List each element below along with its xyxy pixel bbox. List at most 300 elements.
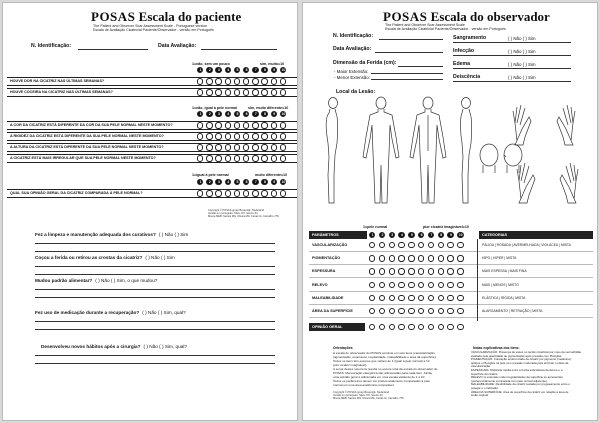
scale-number-circle	[280, 179, 286, 185]
observer-copyright: Copyright © POSAS groep Beverwijk, Nederland Versão em português: Silva JYF, Souza JN, Moura MEB, Santos MG, Moura MG, Farias IA, Carvalho JTS	[333, 391, 404, 400]
answer-circle[interactable]	[379, 268, 385, 274]
scale-number-circle	[369, 232, 375, 238]
observer-id-field[interactable]	[379, 39, 443, 40]
scale-number-circle	[271, 67, 277, 73]
observer-scale-page	[302, 2, 598, 421]
note-line: MALEABILIDADE: Flexibilidade da cicatriz testada por pregueamento entre o	[471, 382, 570, 387]
answer-circle[interactable]	[197, 122, 203, 128]
answer-circle[interactable]	[418, 324, 424, 330]
answer-circle[interactable]	[215, 190, 221, 196]
answer-circle[interactable]	[418, 308, 424, 314]
answer-circle[interactable]	[261, 144, 267, 150]
answer-circle[interactable]	[369, 295, 375, 301]
note-line: lesão original.	[471, 393, 489, 398]
answer-circle[interactable]	[206, 155, 212, 161]
scale-number-label: 10	[281, 112, 286, 116]
scale-number-label: 5	[236, 112, 239, 116]
answer-circle[interactable]	[215, 144, 221, 150]
answer-circle[interactable]	[252, 133, 258, 139]
answer-circle[interactable]	[408, 255, 414, 261]
answer-circle[interactable]	[447, 282, 453, 288]
answer-circle[interactable]	[418, 242, 424, 248]
scale-number-circle	[215, 67, 221, 73]
open-question	[35, 255, 175, 260]
orientation-line: Todos os parâmetros devem ser preferencialmente comparados à pele	[333, 379, 430, 383]
open-question-options[interactable]: ( ) Não ( ) Sim	[145, 255, 175, 260]
answer-circle[interactable]	[369, 255, 375, 261]
open-question-text: Fez a limpeza e manutenção adequada dos curativos?	[35, 232, 156, 237]
scale-number-circle	[280, 67, 286, 73]
scale-a-left: 1=não, sem um pouco	[192, 62, 230, 66]
answer-circle[interactable]	[206, 89, 212, 95]
open-question-options[interactable]: ( ) Não ( ) Sim, qual?	[142, 310, 186, 315]
answer-circle[interactable]	[457, 242, 463, 248]
answer-circle[interactable]	[438, 324, 444, 330]
observer-min-field[interactable]	[371, 79, 443, 80]
note-line: PIGMENTAÇÃO: Coloração amarronzada da cicatriz por pigmento (melanina);	[471, 357, 572, 362]
answer-circle[interactable]	[243, 89, 249, 95]
answer-circle[interactable]	[215, 155, 221, 161]
answer-circle[interactable]	[408, 268, 414, 274]
answer-circle[interactable]	[408, 282, 414, 288]
row-divider	[309, 264, 593, 265]
check-label: Sangramento	[453, 35, 487, 41]
open-question	[35, 310, 186, 315]
answer-circle[interactable]	[234, 190, 240, 196]
question-text: QUAL SUA OPINIÃO GERAL DA CICATRIZ COMPARADA À PELE NORMAL?	[10, 191, 143, 195]
answer-circle[interactable]	[271, 133, 277, 139]
answer-circle[interactable]	[398, 242, 404, 248]
check-underline	[453, 42, 571, 43]
open-question	[35, 232, 188, 237]
answer-circle[interactable]	[369, 268, 375, 274]
answer-circle[interactable]	[234, 78, 240, 84]
observer-dim-field[interactable]	[398, 66, 443, 67]
scale-number-circle	[215, 111, 221, 117]
answer-line[interactable]	[35, 355, 275, 356]
answer-line[interactable]	[35, 274, 275, 275]
check-options[interactable]: ( ) Não ( ) Sim	[508, 74, 536, 80]
param-categories[interactable]: HIPO | HIPER | MISTA	[482, 256, 517, 261]
scale-number-circle	[252, 179, 258, 185]
note-line: superfície da cicatriz.	[471, 371, 499, 376]
question-text: A ALTURA DA CICATRIZ ESTÁ DIFERENTE DA SUA PELE NORMAL NESTE MOMENTO?	[10, 145, 164, 149]
scale-number-label: 4	[227, 180, 230, 184]
answer-circle[interactable]	[408, 324, 414, 330]
answer-circle[interactable]	[261, 155, 267, 161]
scale-number-label: 6	[245, 112, 248, 116]
answer-circle[interactable]	[234, 133, 240, 139]
scale-number-circle	[252, 67, 258, 73]
check-underline	[453, 55, 571, 56]
categories-header-label: CATEGORIAS	[479, 231, 593, 239]
observer-scale-left: 1=pele normal	[363, 225, 388, 229]
answer-circle[interactable]	[398, 324, 404, 330]
scale-number-circle	[197, 67, 203, 73]
scale-number-label: 1	[199, 112, 202, 116]
answer-circle[interactable]	[447, 308, 453, 314]
scale-number-circle	[389, 232, 395, 238]
answer-circle[interactable]	[215, 89, 221, 95]
answer-line[interactable]	[35, 289, 275, 290]
answer-circle[interactable]	[447, 255, 453, 261]
answer-circle[interactable]	[225, 190, 231, 196]
answer-circle[interactable]	[197, 78, 203, 84]
answer-circle[interactable]	[252, 89, 258, 95]
answer-circle[interactable]	[457, 324, 463, 330]
answer-circle[interactable]	[197, 89, 203, 95]
observer-subtitle-pt: Escala de Avaliação Cicatricial Paciente/Observador - versão em Português	[385, 27, 506, 31]
answer-circle[interactable]	[215, 133, 221, 139]
answer-circle[interactable]	[457, 308, 463, 314]
answer-circle[interactable]	[225, 78, 231, 84]
answer-circle[interactable]	[243, 133, 249, 139]
scale-number-label: 7	[254, 180, 257, 184]
answer-circle[interactable]	[379, 308, 385, 314]
answer-circle[interactable]	[206, 122, 212, 128]
scale-number-label: 2	[381, 233, 384, 237]
answer-circle[interactable]	[234, 155, 240, 161]
answer-circle[interactable]	[252, 190, 258, 196]
answer-circle[interactable]	[447, 242, 453, 248]
answer-circle[interactable]	[408, 308, 414, 314]
answer-line[interactable]	[35, 363, 275, 364]
scale-number-circle	[261, 111, 267, 117]
scale-number-label: 9	[273, 180, 276, 184]
answer-circle[interactable]	[379, 242, 385, 248]
scale-number-label: 4	[227, 68, 230, 72]
answer-circle[interactable]	[271, 155, 277, 161]
answer-circle[interactable]	[438, 308, 444, 314]
answer-circle[interactable]	[252, 144, 258, 150]
answer-circle[interactable]	[261, 89, 267, 95]
scale-number-label: 9	[450, 233, 452, 237]
scale-number-circle	[243, 67, 249, 73]
scale-number-label: 1	[199, 180, 202, 184]
table-divider	[477, 239, 478, 321]
orientation-line: A escala do observador do POSAS consiste em seis itens (vascularização,	[333, 351, 436, 355]
answer-circle[interactable]	[398, 268, 404, 274]
orientation-line: uma opinião geral é adicionada em uma escala variando de 1 a 10.	[333, 375, 426, 379]
answer-line[interactable]	[35, 297, 275, 298]
observer-max-label: - Maior Extensão:	[334, 69, 369, 74]
param-categories[interactable]: MAIS | MENOS | MISTO	[482, 282, 519, 287]
answer-circle[interactable]	[271, 78, 277, 84]
answer-circle[interactable]	[379, 295, 385, 301]
answer-line[interactable]	[35, 329, 275, 330]
check-underline	[453, 68, 571, 69]
scale-number-label: 8	[264, 68, 266, 72]
answer-circle[interactable]	[243, 78, 249, 84]
answer-circle[interactable]	[428, 295, 434, 301]
answer-circle[interactable]	[389, 295, 395, 301]
orientations-text	[333, 351, 437, 387]
check-underline	[453, 81, 571, 82]
answer-circle[interactable]	[261, 122, 267, 128]
answer-circle[interactable]	[234, 89, 240, 95]
patient-date-label: Data Avaliação:	[158, 43, 197, 49]
answer-circle[interactable]	[271, 122, 277, 128]
answer-circle[interactable]	[271, 89, 277, 95]
answer-line[interactable]	[35, 321, 275, 322]
answer-circle[interactable]	[418, 255, 424, 261]
answer-circle[interactable]	[369, 242, 375, 248]
patient-scale-page	[2, 2, 298, 421]
scale-number-circle	[271, 179, 277, 185]
observer-dim-label: Dimensão da Ferida (cm):	[333, 60, 397, 66]
observer-max-field[interactable]	[371, 73, 443, 74]
answer-circle[interactable]	[438, 242, 444, 248]
scale-number-circle	[225, 111, 231, 117]
open-question	[35, 278, 157, 283]
answer-circle[interactable]	[225, 122, 231, 128]
scale-number-circle	[206, 111, 212, 117]
answer-circle[interactable]	[261, 133, 267, 139]
answer-circle[interactable]	[428, 268, 434, 274]
notes-title: Notas explicativas dos itens:	[473, 346, 520, 350]
param-categories[interactable]: ELÁSTICA | RÍGIDA | MISTA	[482, 295, 526, 300]
patient-id-field[interactable]	[78, 49, 148, 50]
open-question-options[interactable]: ( ) Não ( ) Sim, qual?	[143, 344, 188, 349]
answer-circle[interactable]	[271, 190, 277, 196]
answer-circle[interactable]	[389, 324, 395, 330]
answer-circle[interactable]	[398, 295, 404, 301]
scale-number-label: 9	[273, 112, 276, 116]
note-line: VASCULARIZAÇÃO: Presença de vasos no tecido cicatricial por meio da vermelhidão	[471, 350, 582, 354]
row-divider	[309, 304, 593, 305]
patient-subtitle-pt: Escala de Avaliação Cicatricial Paciente/Observador - versão em Português	[93, 28, 214, 32]
answer-circle[interactable]	[389, 242, 395, 248]
answer-circle[interactable]	[215, 122, 221, 128]
answer-circle[interactable]	[261, 190, 267, 196]
scale-number-circle	[379, 232, 385, 238]
body-diagram[interactable]	[303, 95, 598, 213]
open-question-text: Fez uso de medicação durante a recuperação?	[35, 310, 140, 315]
params-header-label: PARÂMETROS	[309, 231, 367, 239]
answer-line[interactable]	[35, 243, 275, 244]
scale-number-label: 10	[281, 180, 286, 184]
answer-circle[interactable]	[428, 242, 434, 248]
row-divider	[309, 251, 593, 252]
answer-circle[interactable]	[280, 89, 286, 95]
scale-number-circle	[243, 111, 249, 117]
answer-circle[interactable]	[261, 78, 267, 84]
scale-number-circle	[225, 67, 231, 73]
answer-circle[interactable]	[389, 268, 395, 274]
answer-circle[interactable]	[215, 78, 221, 84]
answer-circle[interactable]	[280, 122, 286, 128]
answer-circle[interactable]	[379, 324, 385, 330]
answer-circle[interactable]	[438, 295, 444, 301]
param-label: VASCULARIZAÇÃO	[312, 243, 348, 247]
answer-circle[interactable]	[234, 144, 240, 150]
param-label: MALEABILIDADE	[312, 295, 344, 300]
answer-circle[interactable]	[206, 133, 212, 139]
answer-circle[interactable]	[418, 295, 424, 301]
scale-number-circle	[428, 232, 434, 238]
observer-brand: POSAS	[383, 9, 428, 24]
scale-number-circle	[225, 179, 231, 185]
open-question-text: Coçou a ferida ou retirou as crostas da cicatriz?	[35, 255, 143, 260]
param-categories[interactable]: MAIS ESPESSA | MAIS FINA	[482, 269, 527, 274]
answer-circle[interactable]	[398, 282, 404, 288]
answer-circle[interactable]	[225, 155, 231, 161]
answer-circle[interactable]	[428, 282, 434, 288]
open-question-text: Desenvolveu novos hábitos após a cirurgia?	[41, 344, 141, 349]
answer-circle[interactable]	[252, 78, 258, 84]
scale-number-circle	[261, 179, 267, 185]
answer-circle[interactable]	[418, 282, 424, 288]
scale-number-circle	[261, 67, 267, 73]
answer-circle[interactable]	[447, 324, 453, 330]
scale-number-circle	[408, 232, 414, 238]
answer-circle[interactable]	[243, 155, 249, 161]
answer-circle[interactable]	[438, 255, 444, 261]
answer-circle[interactable]	[379, 255, 385, 261]
open-question-options[interactable]: ( ) Não ( ) Sim	[158, 232, 189, 237]
answer-circle[interactable]	[369, 308, 375, 314]
observer-date-field[interactable]	[375, 52, 443, 53]
scale-number-label: 7	[254, 112, 257, 116]
answer-circle[interactable]	[389, 282, 395, 288]
answer-circle[interactable]	[408, 295, 414, 301]
scale-number-circle	[457, 232, 463, 238]
scale-b-left: 1=não, igual à pele normal	[192, 106, 238, 110]
answer-line[interactable]	[35, 266, 275, 267]
scale-number-label: 2	[208, 112, 211, 116]
scale-number-label: 5	[236, 68, 239, 72]
answer-circle[interactable]	[447, 295, 453, 301]
answer-circle[interactable]	[428, 324, 434, 330]
scale-number-circle	[206, 179, 212, 185]
param-categories[interactable]: PÁLIDA | ROSADA | AVERMELHADA | VIOLÁCEA | MISTA	[482, 243, 571, 247]
notes-text	[471, 351, 581, 398]
patient-id-label: N. Identificação:	[31, 43, 72, 49]
answer-circle[interactable]	[369, 282, 375, 288]
scale-number-circle	[234, 179, 240, 185]
scale-number-circle	[280, 111, 286, 117]
scale-number-label: 7	[254, 68, 257, 72]
orientation-line: A soma destes seis itens resulta no escore total da escala do observador do	[333, 367, 438, 371]
answer-circle[interactable]	[280, 155, 286, 161]
param-label: RELEVO	[312, 282, 328, 287]
answer-circle[interactable]	[225, 133, 231, 139]
row-divider	[309, 277, 593, 278]
answer-circle[interactable]	[271, 144, 277, 150]
patient-date-field[interactable]	[201, 49, 277, 50]
scale-number-label: 6	[245, 68, 248, 72]
orientation-line: (pior cicatriz imaginável).	[333, 363, 368, 367]
answer-circle[interactable]	[457, 268, 463, 274]
scale-c-right: muito diferente=10	[255, 173, 288, 177]
orientations-title: Orientações	[333, 346, 353, 350]
note-line: avaliada pela quantidade de pigmentação após pressão com Plexiglas.	[471, 353, 563, 358]
answer-circle[interactable]	[428, 308, 434, 314]
answer-circle[interactable]	[398, 255, 404, 261]
note-line: aplique o Plexiglas na pele com pressão moderada para eliminar o efeito da	[471, 360, 569, 365]
scale-number-label: 6	[420, 233, 423, 237]
answer-circle[interactable]	[280, 144, 286, 150]
answer-circle[interactable]	[280, 190, 286, 196]
observer-date-label: Data Avaliação:	[333, 46, 372, 52]
scale-number-label: 5	[410, 233, 413, 237]
check-options[interactable]: ( ) Não ( ) Sim	[508, 35, 536, 41]
answer-circle[interactable]	[243, 190, 249, 196]
answer-circle[interactable]	[398, 308, 404, 314]
answer-circle[interactable]	[197, 144, 203, 150]
question-text: HOUVE COCEIRA NA CICATRIZ NAS ÚLTIMAS SEMANAS?	[10, 90, 113, 94]
answer-circle[interactable]	[252, 122, 258, 128]
answer-circle[interactable]	[243, 122, 249, 128]
answer-circle[interactable]	[206, 190, 212, 196]
scale-number-label: 5	[236, 180, 239, 184]
scale-number-label: 10	[458, 233, 463, 237]
answer-circle[interactable]	[447, 268, 453, 274]
scale-number-label: 2	[208, 68, 211, 72]
param-categories[interactable]: ALARGAMENTO | RETRAÇÃO | MISTA	[482, 309, 543, 313]
answer-circle[interactable]	[252, 155, 258, 161]
answer-circle[interactable]	[225, 144, 231, 150]
param-label: ÁREA DA SUPERFÍCIE	[312, 309, 353, 313]
answer-circle[interactable]	[280, 133, 286, 139]
answer-circle[interactable]	[379, 282, 385, 288]
answer-circle[interactable]	[428, 255, 434, 261]
answer-circle[interactable]	[457, 282, 463, 288]
scale-number-label: 8	[264, 180, 266, 184]
answer-circle[interactable]	[206, 144, 212, 150]
patient-copyright: Copyright © POSAS groep Beverwijk, Nederland Versão em português: Silva JYF, Souza JN, Moura MEB, Santos MG, Moura MG, Farias IA, Carvalho JTS	[208, 209, 279, 218]
scale-number-label: 3	[218, 112, 220, 116]
answer-circle[interactable]	[457, 295, 463, 301]
open-question-options[interactable]: ( ) Não ( ) Sim, o que mudou?	[95, 278, 158, 283]
check-options[interactable]: ( ) Não ( ) Sim	[508, 48, 536, 54]
scale-number-label: 1	[199, 68, 202, 72]
answer-circle[interactable]	[389, 308, 395, 314]
answer-circle[interactable]	[243, 144, 249, 150]
answer-circle[interactable]	[438, 282, 444, 288]
body-outline-icon	[326, 97, 578, 203]
patient-title-text: Escala do paciente	[138, 9, 242, 24]
orientation-line: pigmentação, espessura, regularidade, maleabilidade e área da superfície).	[333, 355, 437, 359]
answer-circle[interactable]	[418, 268, 424, 274]
scale-number-label: 6	[245, 180, 248, 184]
check-options[interactable]: ( ) Não ( ) Sim	[508, 61, 536, 67]
answer-circle[interactable]	[197, 155, 203, 161]
answer-circle[interactable]	[225, 89, 231, 95]
answer-circle[interactable]	[206, 78, 212, 84]
answer-circle[interactable]	[438, 268, 444, 274]
scale-number-circle	[398, 232, 404, 238]
scale-number-circle	[447, 232, 453, 238]
answer-circle[interactable]	[457, 255, 463, 261]
answer-line[interactable]	[35, 251, 275, 252]
scale-number-circle	[438, 232, 444, 238]
note-line: (preferencialmente comparada com pele normal adjacente).	[471, 378, 548, 383]
scale-number-label: 2	[208, 180, 211, 184]
answer-circle[interactable]	[389, 255, 395, 261]
answer-circle[interactable]	[280, 78, 286, 84]
note-line: ÁREA DA SUPERFÍCIE: Área de superfície da cicatriz em relação à área de	[471, 389, 569, 394]
scale-number-circle	[206, 67, 212, 73]
answer-circle[interactable]	[369, 324, 375, 330]
answer-circle[interactable]	[197, 133, 203, 139]
answer-circle[interactable]	[197, 190, 203, 196]
check-label: Infecção	[453, 48, 475, 54]
scale-number-circle	[215, 179, 221, 185]
answer-circle[interactable]	[408, 242, 414, 248]
answer-circle[interactable]	[234, 122, 240, 128]
scale-c-left: 1=igual à pele normal	[192, 173, 229, 177]
